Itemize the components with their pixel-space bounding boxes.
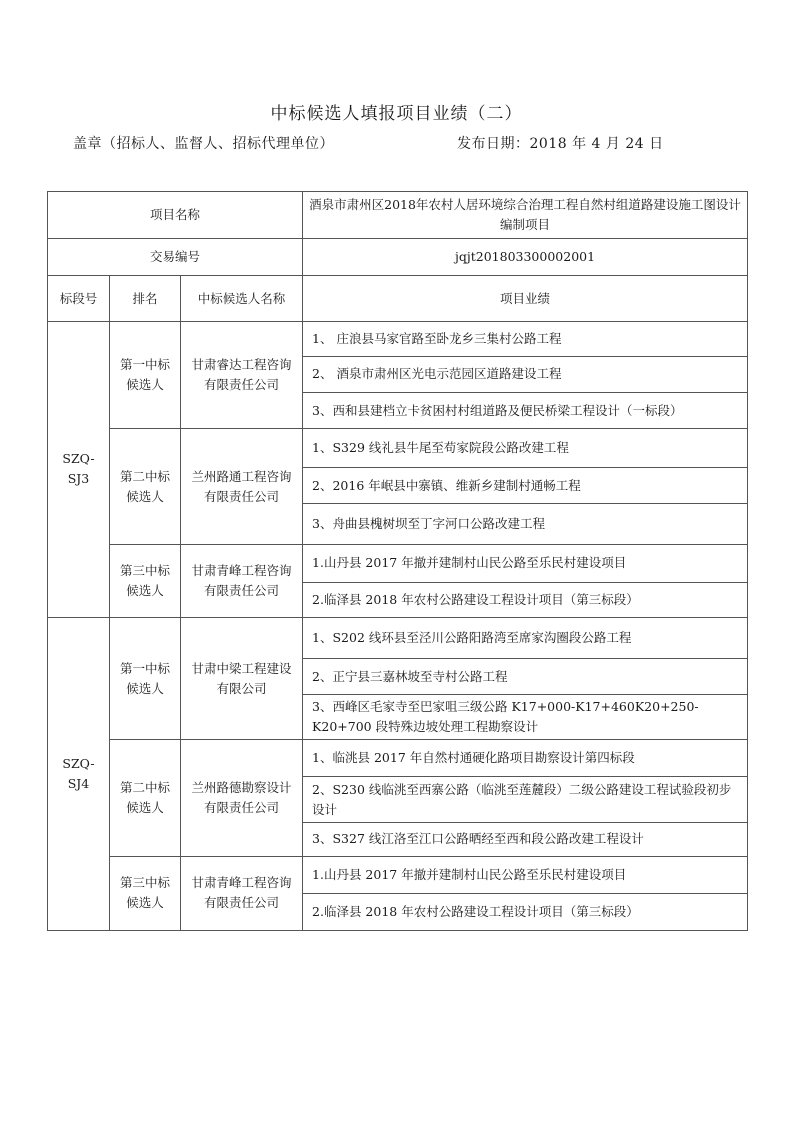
project-performance-item: 3、西和县建档立卡贫困村村组道路及便民桥梁工程设计（一标段） — [303, 393, 748, 429]
project-performance-item: 1、S329 线礼县牛尾至苟家院段公路改建工程 — [303, 429, 748, 468]
trade-no-value: jqjt201803300002001 — [303, 239, 748, 276]
candidate-rank: 第二中标候选人 — [110, 429, 181, 545]
table-row — [48, 429, 748, 468]
candidate-name: 甘肃中梁工程建设有限公司 — [181, 618, 303, 740]
column-header-performance: 项目业绩 — [303, 276, 748, 321]
project-performance-item: 3、西峰区毛家寺至巴家咀三级公路 K17+000-K17+460K20+250-K20+700 段特殊边坡处理工程勘察设计 — [303, 694, 748, 739]
candidate-name: 甘肃青峰工程咨询有限责任公司 — [181, 544, 303, 617]
candidate-rank: 第三中标候选人 — [110, 856, 181, 931]
trade-no-row — [48, 239, 748, 276]
project-performance-item: 1.山丹县 2017 年撤并建制村山民公路至乐民村建设项目 — [303, 544, 748, 582]
table-row — [48, 321, 748, 356]
table-row — [48, 739, 748, 776]
project-performance-item: 1.山丹县 2017 年撤并建制村山民公路至乐民村建设项目 — [303, 856, 748, 893]
column-header-section: 标段号 — [48, 276, 110, 321]
section-code: SZQ-SJ4 — [48, 618, 110, 931]
publish-date: 发布日期：2018 年 4 月 24 日 — [457, 136, 664, 152]
stamp-label: 盖章（招标人、监督人、招标代理单位） — [73, 136, 334, 152]
table-row — [48, 618, 748, 659]
project-performance-item: 2、2016 年岷县中寨镇、维新乡建制村通畅工程 — [303, 468, 748, 503]
column-header-candidate: 中标候选人名称 — [181, 276, 303, 321]
table-row — [48, 544, 748, 582]
project-performance-item: 2.临泽县 2018 年农村公路建设工程设计项目（第三标段） — [303, 893, 748, 930]
project-name-value: 酒泉市肃州区2018年农村人居环境综合治理工程自然村组道路建设施工图设计编制项目 — [303, 192, 748, 239]
project-performance-item: 2、S230 线临洮至西寨公路（临洮至莲麓段）二级公路建设工程试验段初步设计 — [303, 777, 748, 823]
candidate-name: 甘肃睿达工程咨询有限责任公司 — [181, 321, 303, 429]
project-performance-item: 2、正宁县三嘉林坡至寺村公路工程 — [303, 659, 748, 694]
project-performance-item: 1、 庄浪县马家官路至卧龙乡三集村公路工程 — [303, 321, 748, 356]
candidate-rank: 第三中标候选人 — [110, 544, 181, 617]
column-header-row — [48, 276, 748, 321]
candidate-rank: 第一中标候选人 — [110, 321, 181, 429]
page-title: 中标候选人填报项目业绩（二） — [270, 104, 523, 124]
table-row — [48, 856, 748, 893]
project-name-row — [48, 192, 748, 239]
candidate-name: 甘肃青峰工程咨询有限责任公司 — [181, 856, 303, 931]
project-performance-item: 1、S202 线环县至泾川公路阳路湾至席家沟圈段公路工程 — [303, 618, 748, 659]
section-code: SZQ-SJ3 — [48, 321, 110, 618]
candidate-name: 兰州路通工程咨询有限责任公司 — [181, 429, 303, 545]
project-performance-item: 2.临泽县 2018 年农村公路建设工程设计项目（第三标段） — [303, 583, 748, 618]
candidate-rank: 第二中标候选人 — [110, 739, 181, 856]
project-performance-item: 3、舟曲县槐树坝至丁字河口公路改建工程 — [303, 503, 748, 544]
trade-no-label: 交易编号 — [48, 239, 303, 276]
project-performance-item: 2、 酒泉市肃州区光电示范园区道路建设工程 — [303, 356, 748, 392]
candidate-name: 兰州路德勘察设计有限责任公司 — [181, 739, 303, 856]
candidate-rank: 第一中标候选人 — [110, 618, 181, 740]
project-performance-item: 3、S327 线江洛至江口公路晒经至西和段公路改建工程设计 — [303, 823, 748, 856]
column-header-rank: 排名 — [110, 276, 181, 321]
project-performance-item: 1、临洮县 2017 年自然村通硬化路项目勘察设计第四标段 — [303, 739, 748, 776]
performance-table — [47, 191, 748, 931]
project-name-label: 项目名称 — [48, 192, 303, 239]
